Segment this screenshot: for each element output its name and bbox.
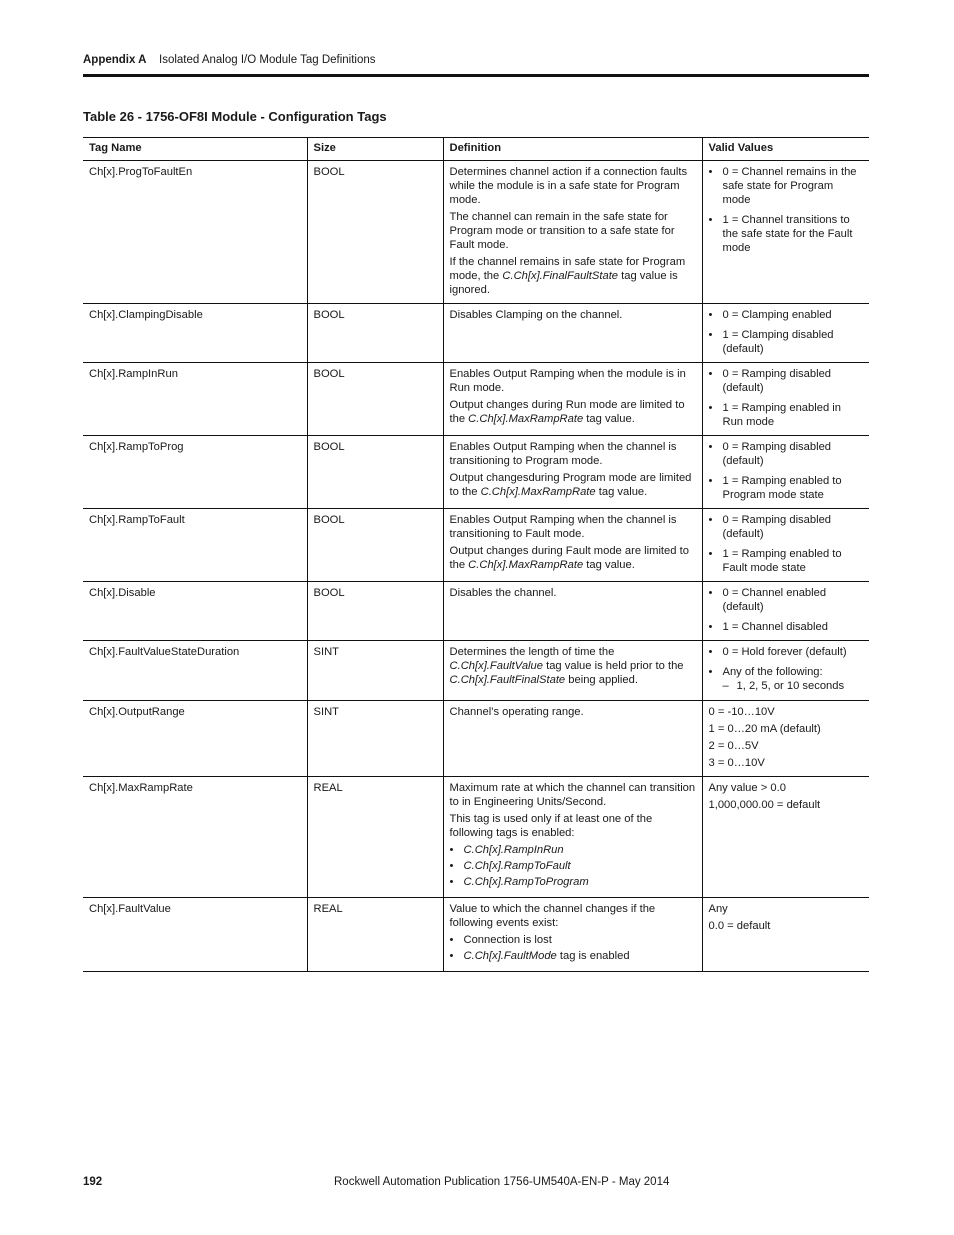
event-bullet: • C.Ch[x].FaultMode tag is enabled <box>450 949 696 963</box>
value-item: • 0 = Hold forever (default) <box>709 645 864 659</box>
definition-text: Output changesduring Program mode are limited to the C.Ch[x].MaxRampRate tag value. <box>449 472 692 498</box>
value-item: • 1 = Ramping enabled to Fault mode state <box>709 547 864 575</box>
definition-text: Channel’s operating range. <box>449 706 584 718</box>
tag-reference: C.Ch[x].FinalFaultState <box>502 270 619 282</box>
value-line: 3 = 0…10V <box>708 757 765 769</box>
size-cell: BOOL <box>307 363 443 436</box>
sub-value-item: – 1, 2, 5, or 10 seconds <box>723 679 864 693</box>
tag-reference: C.Ch[x].FaultValue <box>449 660 543 672</box>
size-cell: BOOL <box>307 582 443 641</box>
definition-text: Output changes during Run mode are limited to the C.Ch[x].MaxRampRate tag value. <box>449 399 685 425</box>
tag-reference: C.Ch[x].MaxRampRate <box>468 413 584 425</box>
valid-values-cell <box>702 641 869 701</box>
definition-cell <box>443 898 702 972</box>
definition-text: Disables Clamping on the channel. <box>449 309 623 321</box>
valid-values-cell <box>702 363 869 436</box>
value-item: • 0 = Ramping disabled (default) <box>709 367 864 395</box>
value-line: 1 = 0…20 mA (default) <box>708 723 821 735</box>
size-cell: REAL <box>307 777 443 898</box>
value-line: 1,000,000.00 = default <box>708 799 821 811</box>
size-cell: BOOL <box>307 161 443 304</box>
definition-cell <box>443 582 702 641</box>
valid-values-cell <box>702 161 869 304</box>
value-line: Any value > 0.0 <box>708 782 786 794</box>
column-header: Definition <box>443 138 702 161</box>
definition-cell <box>443 509 702 582</box>
tag-bullet: • C.Ch[x].RampToProgram <box>450 875 696 889</box>
definition-cell <box>443 701 702 777</box>
size-cell: SINT <box>307 641 443 701</box>
page-number: 192 <box>83 1176 103 1188</box>
valid-values-cell <box>702 436 869 509</box>
table-row <box>83 777 869 898</box>
value-item: • 0 = Channel enabled (default) <box>709 586 864 614</box>
value-item: • 0 = Ramping disabled (default) <box>709 440 864 468</box>
table-header-row <box>83 138 869 161</box>
definition-text: The channel can remain in the safe state for Program mode or transition to a safe state for Fault mode. <box>449 211 675 251</box>
header-rule <box>83 74 869 77</box>
valid-values-cell <box>702 777 869 898</box>
event-bullet: • Connection is lost <box>450 933 696 947</box>
tag-bullet: • C.Ch[x].RampToFault <box>450 859 696 873</box>
tag-name-cell: Ch[x].RampInRun <box>83 363 307 436</box>
publication-info: Rockwell Automation Publication 1756-UM540A-EN-P - May 2014 <box>334 1176 670 1188</box>
value-item: • 1 = Clamping disabled (default) <box>709 328 864 356</box>
column-header: Tag Name <box>83 138 307 161</box>
size-cell: BOOL <box>307 436 443 509</box>
definition-text: Determines channel action if a connection faults while the module is in a safe state for Program mode. <box>449 166 688 206</box>
value-item: • 1 = Channel disabled <box>709 620 864 634</box>
definition-cell <box>443 641 702 701</box>
page-header <box>83 53 869 75</box>
valid-values-cell <box>702 582 869 641</box>
column-header: Size <box>307 138 443 161</box>
value-item: • 0 = Channel remains in the safe state for Program mode <box>709 165 864 207</box>
section-title: Isolated Analog I/O Module Tag Definitions <box>159 54 376 66</box>
size-cell: REAL <box>307 898 443 972</box>
tag-name-cell: Ch[x].RampToFault <box>83 509 307 582</box>
value-item: • Any of the following: – 1, 2, 5, or 10 seconds <box>709 665 864 693</box>
table-row <box>83 161 869 304</box>
value-item: • 0 = Ramping disabled (default) <box>709 513 864 541</box>
table-row <box>83 582 869 641</box>
tag-name-cell: Ch[x].Disable <box>83 582 307 641</box>
value-item: • 0 = Clamping enabled <box>709 308 864 322</box>
tag-reference: C.Ch[x].MaxRampRate <box>468 559 584 571</box>
definition-text: Enables Output Ramping when the channel is transitioning to Program mode. <box>449 441 677 467</box>
value-line: 2 = 0…5V <box>708 740 759 752</box>
tag-name-cell: Ch[x].FaultValueStateDuration <box>83 641 307 701</box>
definition-text: Output changes during Fault mode are limited to the C.Ch[x].MaxRampRate tag value. <box>449 545 689 571</box>
configuration-tags-table <box>83 137 869 972</box>
table-caption: Table 26 - 1756-OF8I Module - Configuration Tags <box>83 109 387 124</box>
value-line: 0 = -10…10V <box>708 706 775 718</box>
definition-text: Disables the channel. <box>449 587 557 599</box>
value-item: • 1 = Ramping enabled in Run mode <box>709 401 864 429</box>
tag-name-cell: Ch[x].ClampingDisable <box>83 304 307 363</box>
table-row <box>83 701 869 777</box>
size-cell: BOOL <box>307 304 443 363</box>
size-cell: SINT <box>307 701 443 777</box>
valid-values-cell <box>702 509 869 582</box>
tag-name-cell: Ch[x].FaultValue <box>83 898 307 972</box>
tag-bullet: • C.Ch[x].RampInRun <box>450 843 696 857</box>
definition-cell <box>443 161 702 304</box>
definition-text: Enables Output Ramping when the module is in Run mode. <box>449 368 686 394</box>
appendix-label: Appendix A <box>83 54 147 66</box>
value-line: Any <box>708 903 728 915</box>
definition-cell <box>443 436 702 509</box>
table-row <box>83 363 869 436</box>
definition-text: Value to which the channel changes if the following events exist: <box>449 903 656 929</box>
tag-name-cell: Ch[x].ProgToFaultEn <box>83 161 307 304</box>
size-cell: BOOL <box>307 509 443 582</box>
table-row <box>83 898 869 972</box>
definition-text: If the channel remains in safe state for Program mode, the C.Ch[x].FinalFaultState tag value is ignored. <box>449 256 686 296</box>
definition-text: Enables Output Ramping when the channel is transitioning to Fault mode. <box>449 514 677 540</box>
tag-reference: C.Ch[x].MaxRampRate <box>480 486 596 498</box>
table-row <box>83 304 869 363</box>
tag-reference: C.Ch[x].FaultFinalState <box>449 674 566 686</box>
definition-cell <box>443 304 702 363</box>
value-item: • 1 = Ramping enabled to Program mode state <box>709 474 864 502</box>
column-header: Valid Values <box>702 138 869 161</box>
valid-values-cell <box>702 304 869 363</box>
definition-text: Determines the length of time the C.Ch[x].FaultValue tag value is held prior to the C.Ch[x].FaultFinalState being applied. <box>449 646 684 686</box>
table-row <box>83 436 869 509</box>
table-row <box>83 641 869 701</box>
valid-values-cell <box>702 898 869 972</box>
value-item: • 1 = Channel transitions to the safe state for the Fault mode <box>709 213 864 255</box>
value-line: 0.0 = default <box>708 920 771 932</box>
valid-values-cell <box>702 701 869 777</box>
definition-text: Maximum rate at which the channel can transition to in Engineering Units/Second. <box>449 782 696 808</box>
definition-cell <box>443 777 702 898</box>
tag-name-cell: Ch[x].OutputRange <box>83 701 307 777</box>
table-row <box>83 509 869 582</box>
tag-name-cell: Ch[x].MaxRampRate <box>83 777 307 898</box>
definition-text: This tag is used only if at least one of the following tags is enabled: <box>449 813 653 839</box>
tag-name-cell: Ch[x].RampToProg <box>83 436 307 509</box>
definition-cell <box>443 363 702 436</box>
